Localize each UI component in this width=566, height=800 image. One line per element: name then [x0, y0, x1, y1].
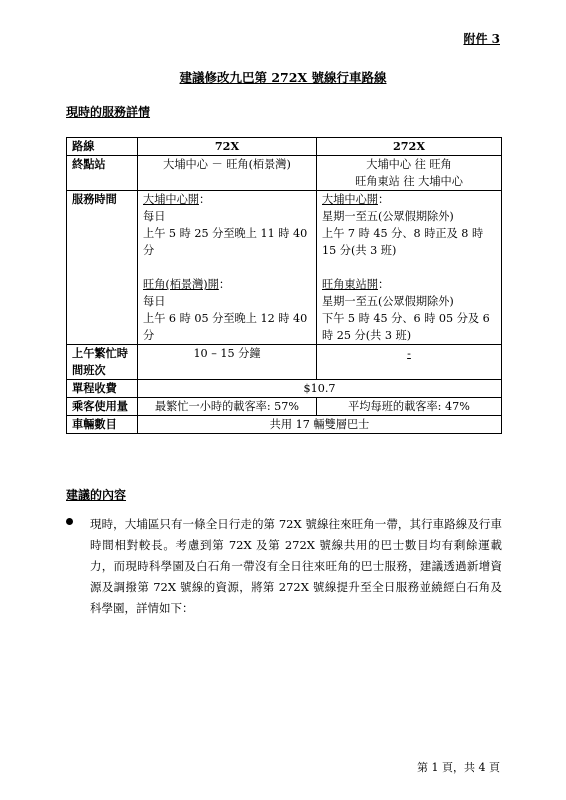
service-hours-272x	[317, 191, 502, 345]
proposal-text: 現時，大埔區只有一條全日行走的第 72X 號線往來旺角一帶，其行車路線及行車時間相對較長。考慮到第 72X 及第 272X 號線共用的巴士數目均有剩餘運載力，而現時科學園及白石角一帶沒有全日往來旺角的巴士服務，建議透過新增資源及調撥第 72X 號線的資源，將第 272X 號線提升至全日服務並繞經白石角及科學園，詳情如下：	[90, 517, 502, 615]
hours-72x-b-head: 旺角(栢景灣)開	[143, 278, 219, 291]
page-footer: 第 1 頁，共 4 頁	[417, 761, 500, 774]
hours-72x-b-heading	[143, 276, 311, 293]
table-row	[67, 398, 502, 416]
hours-72x-b-day: 每日	[143, 295, 166, 308]
hours-272x-a-time: 上午 7 時 45 分、8 時正及 8 時 15 分(共 3 班)	[322, 227, 484, 257]
hours-272x-b-head: 旺角東站開	[322, 278, 378, 291]
hours-72x-b-time: 上午 6 時 05 分至晚上 12 時 40 分	[143, 312, 308, 342]
row-label-terminus: 終點站	[67, 156, 138, 191]
hours-72x-a-time: 上午 5 時 25 分至晚上 11 時 40 分	[143, 227, 308, 257]
patronage-72x: 最繁忙一小時的載客率: 57%	[138, 398, 317, 416]
row-label-fare: 單程收費	[67, 380, 138, 398]
patronage-272x: 平均每班的載客率: 47%	[317, 398, 502, 416]
table-row	[67, 416, 502, 434]
terminus-272x	[317, 156, 502, 191]
table-row	[67, 138, 502, 156]
fare-value: $10.7	[138, 380, 502, 398]
col-header-272x: 272X	[317, 138, 502, 156]
row-label-fleet: 車輛數目	[67, 416, 138, 434]
terminus-272x-line1: 大埔中心 往 旺角	[366, 158, 452, 171]
row-label-route: 路線	[67, 138, 138, 156]
terminus-272x-line2: 旺角東站 往 大埔中心	[355, 175, 463, 188]
hours-272x-b-day: 星期一至五(公眾假期除外)	[322, 295, 454, 308]
hours-72x-a-day: 每日	[143, 210, 166, 223]
table-row	[67, 345, 502, 380]
peak-frequency-272x-value: -	[407, 347, 411, 360]
section-heading-current-service: 現時的服務詳情	[66, 105, 151, 119]
table-row	[67, 380, 502, 398]
annex-label: 附件 3	[463, 32, 500, 46]
service-hours-72x	[138, 191, 317, 345]
hours-272x-a-heading	[322, 191, 496, 208]
hours-272x-a-head: 大埔中心開	[322, 193, 378, 206]
colon: ：	[218, 278, 231, 291]
row-label-service-hours: 服務時間	[67, 191, 138, 345]
hours-272x-b-heading	[322, 276, 496, 293]
proposal-bullet	[66, 514, 502, 619]
hours-72x-a-head: 大埔中心開	[143, 193, 199, 206]
hours-272x-a-day: 星期一至五(公眾假期除外)	[322, 210, 454, 223]
colon: ：	[377, 193, 390, 206]
hours-272x-b-time: 下午 5 時 45 分、6 時 05 分及 6 時 25 分(共 3 班)	[322, 312, 490, 342]
row-label-peak-frequency: 上午繁忙時間班次	[67, 345, 138, 380]
colon: ：	[377, 278, 390, 291]
table-row	[67, 156, 502, 191]
col-header-72x: 72X	[138, 138, 317, 156]
section-heading-proposal: 建議的內容	[66, 488, 127, 502]
fleet-value: 共用 17 輛雙層巴士	[138, 416, 502, 434]
peak-frequency-72x: 10 – 15 分鐘	[138, 345, 317, 380]
terminus-72x: 大埔中心 － 旺角(栢景灣)	[138, 156, 317, 191]
peak-frequency-272x	[317, 345, 502, 380]
bullet-dot-icon	[66, 518, 73, 525]
table-row	[67, 191, 502, 345]
page-title: 建議修改九巴第 272X 號線行車路線	[179, 70, 387, 85]
hours-72x-a-heading	[143, 191, 311, 208]
colon: ：	[198, 193, 211, 206]
row-label-patronage: 乘客使用量	[67, 398, 138, 416]
service-details-table	[66, 137, 502, 434]
